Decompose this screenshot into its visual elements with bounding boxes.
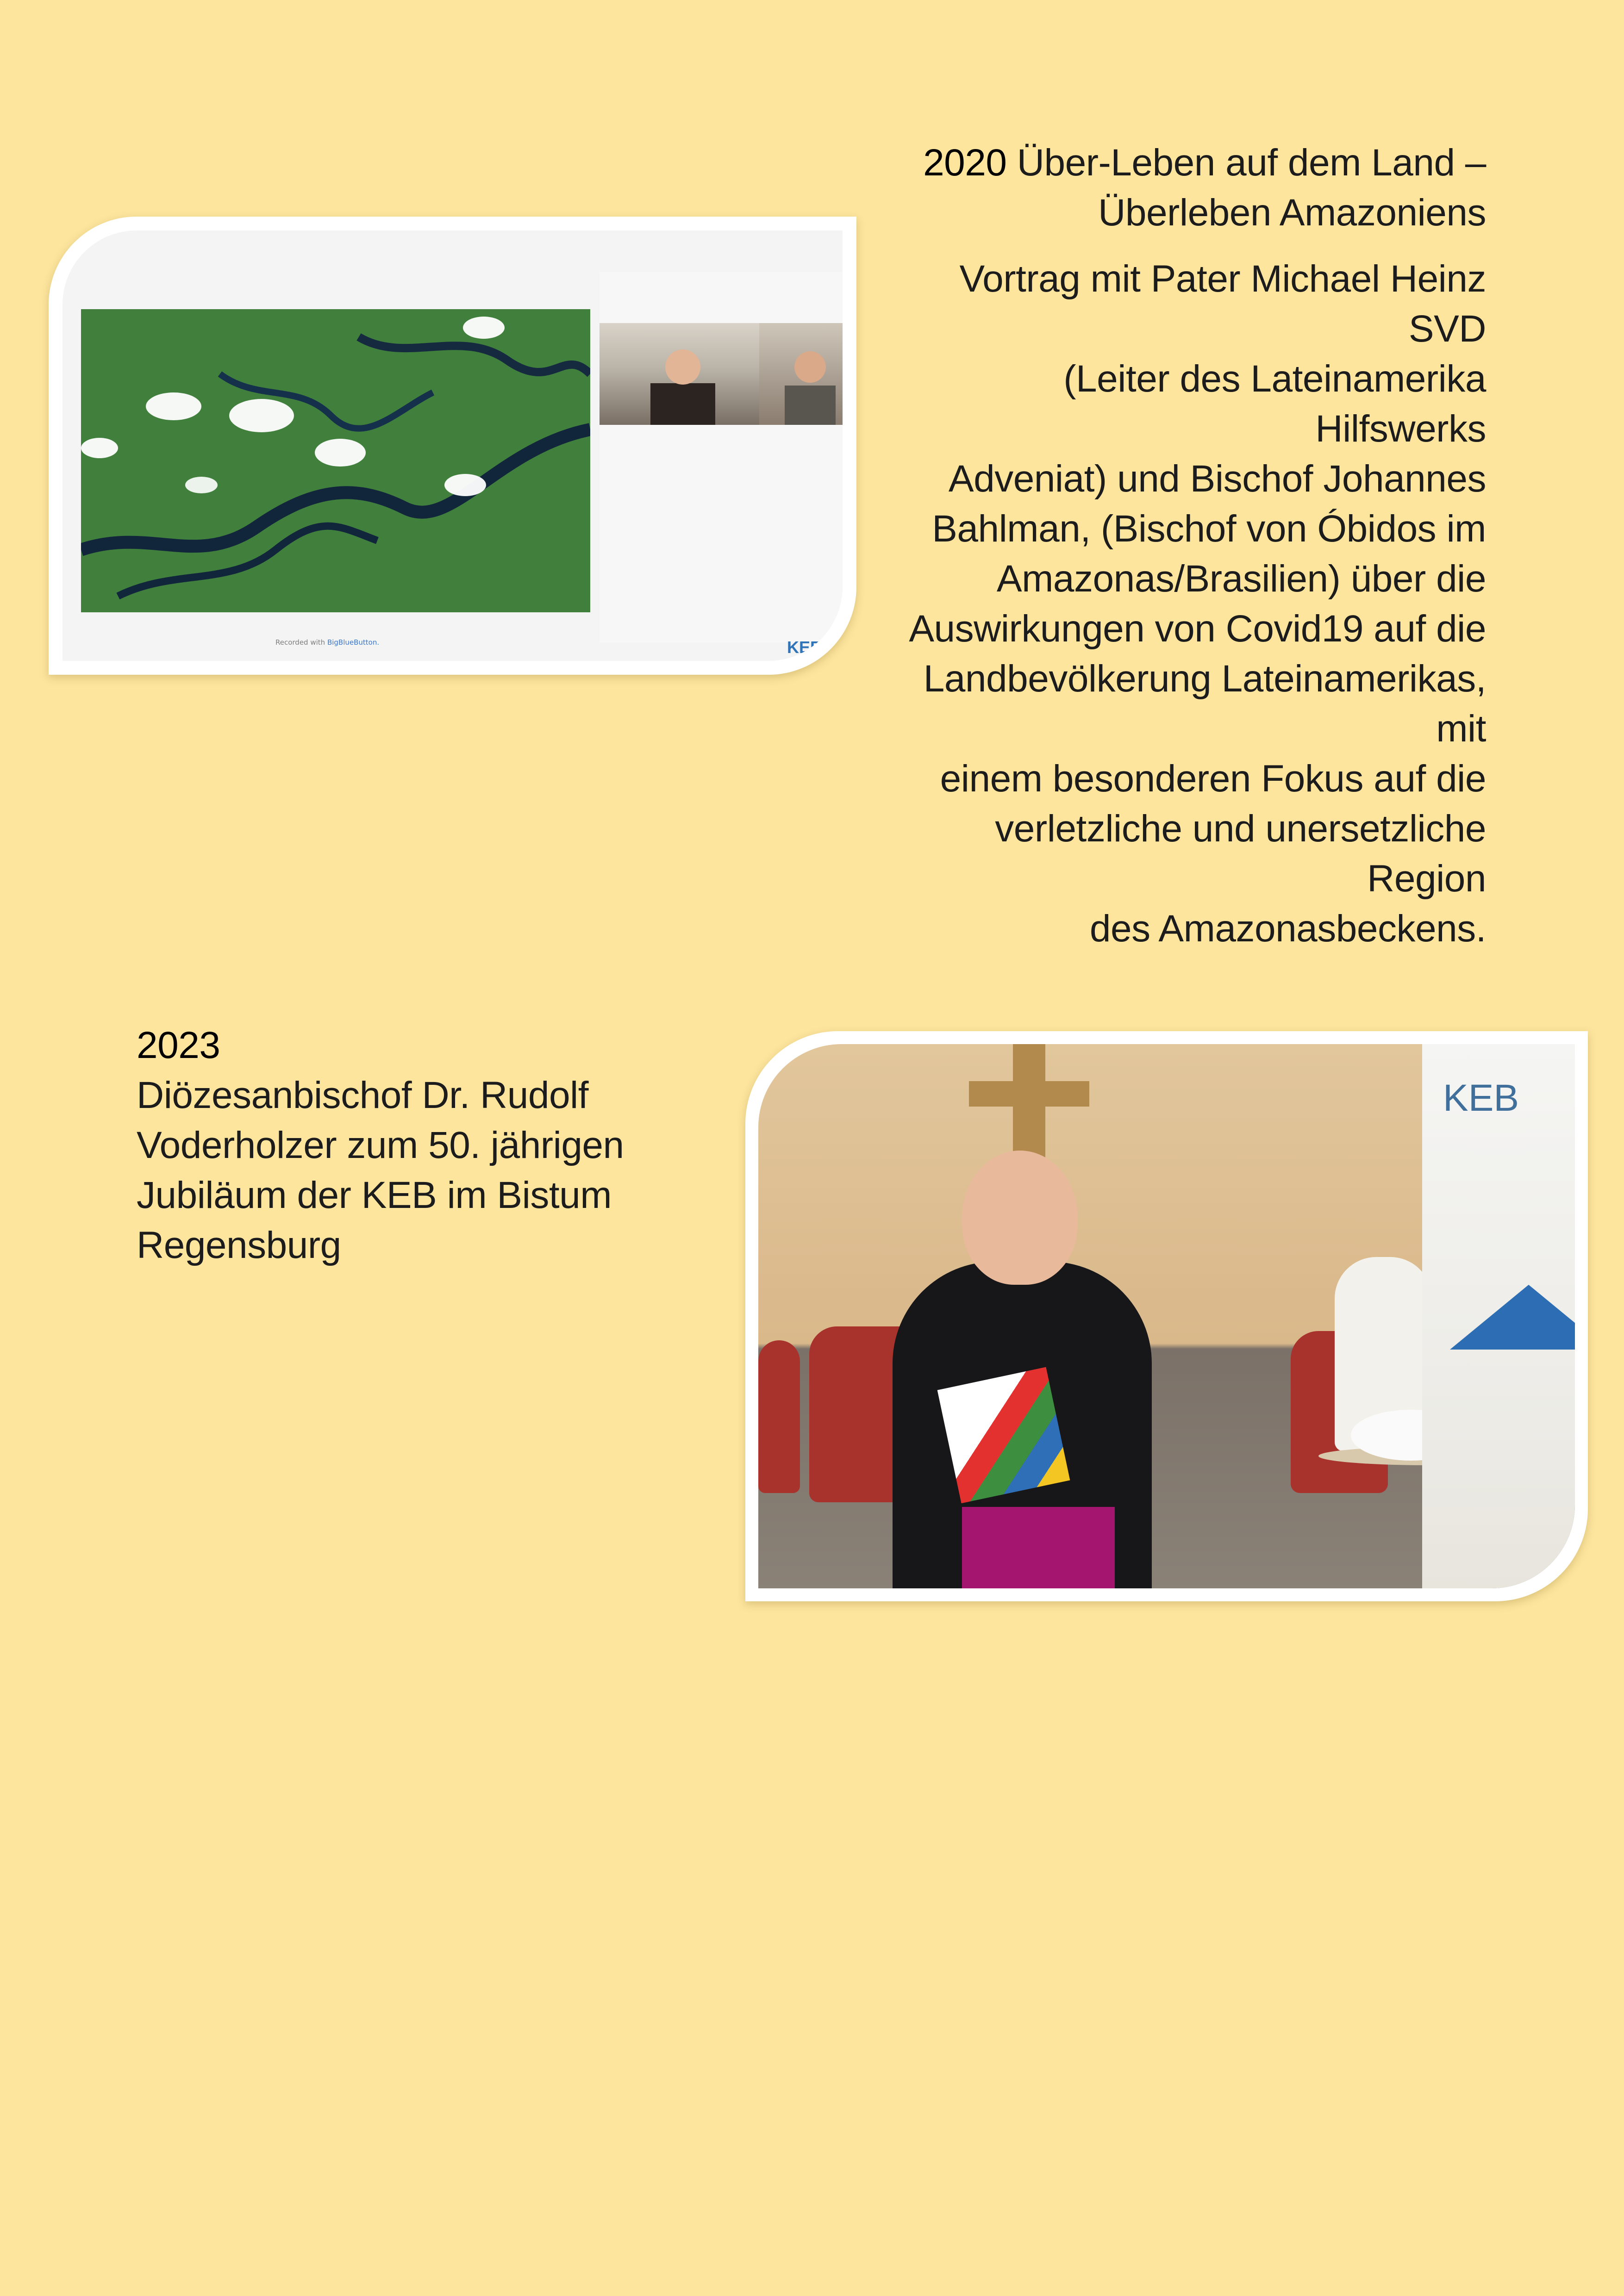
webcam-strip	[600, 323, 843, 425]
entry-2020-description	[898, 254, 1486, 954]
entry-2023-text	[137, 1020, 646, 1270]
banner-graphic	[1450, 1285, 1575, 1350]
entry-2020-line: Landbevölkerung Lateinamerikas, mit	[923, 658, 1486, 750]
webcam-side-panel	[600, 272, 843, 642]
entry-2020-line: Auswirkungen von Covid19 auf die	[909, 608, 1486, 650]
entry-2020-line: des Amazonasbeckens.	[1089, 908, 1486, 950]
entry-2020-line: Vortrag mit Pater Michael Heinz SVD	[959, 258, 1486, 350]
keb-logo: KEB	[787, 638, 823, 657]
entry-2020-line: verletzliche und unersetzliche Region	[995, 808, 1486, 900]
video-conference-screenshot	[49, 217, 856, 675]
entry-2020-line: Amazonas/Brasilien) über die	[996, 558, 1486, 600]
bishop-head	[962, 1151, 1078, 1285]
event-photo-scene	[758, 1044, 1575, 1588]
entry-2023-line: Diözesanbischof Dr. Rudolf	[137, 1074, 589, 1116]
amazon-river-aerial-image	[81, 309, 590, 612]
bigbluebutton-link[interactable]: BigBlueButton.	[327, 638, 380, 647]
red-armchair	[758, 1340, 800, 1493]
participant-image	[600, 323, 759, 425]
entry-2020-line: einem besonderen Fokus auf die	[940, 758, 1486, 800]
webcam-tile	[600, 323, 759, 425]
entry-2023-year: 2023	[137, 1024, 220, 1066]
entry-2020-line: Adveniat) und Bischof Johannes	[948, 458, 1486, 500]
recording-note	[275, 638, 379, 647]
entry-2020-text	[898, 138, 1486, 954]
bishop-photo	[745, 1031, 1588, 1601]
entry-2020-year: 2020	[923, 142, 1007, 184]
keb-brochure	[937, 1367, 1070, 1503]
entry-2020-line: (Leiter des Lateinamerika Hilfswerks	[1063, 358, 1486, 450]
participant-image	[759, 323, 843, 425]
entry-2020-title-part1: Über-Leben auf dem Land –	[1006, 142, 1486, 184]
entry-2023-line: Regensburg	[137, 1224, 341, 1266]
recording-area	[62, 230, 843, 661]
webcam-tile	[759, 323, 843, 425]
bishop-sash	[962, 1507, 1115, 1588]
entry-2020-heading	[898, 138, 1486, 238]
entry-2020-title-part2: Überleben Amazoniens	[1098, 192, 1486, 234]
entry-2023-line: Voderholzer zum 50. jährigen	[137, 1124, 624, 1166]
keb-banner	[1422, 1044, 1575, 1588]
recording-note-text: Recorded with	[275, 638, 327, 647]
wall-cross-bar	[969, 1081, 1089, 1107]
entry-2023-line: Jubiläum der KEB im Bistum	[137, 1174, 612, 1216]
keb-banner-logo: KEB	[1443, 1077, 1519, 1119]
entry-2020-line: Bahlman, (Bischof von Óbidos im	[932, 508, 1486, 550]
